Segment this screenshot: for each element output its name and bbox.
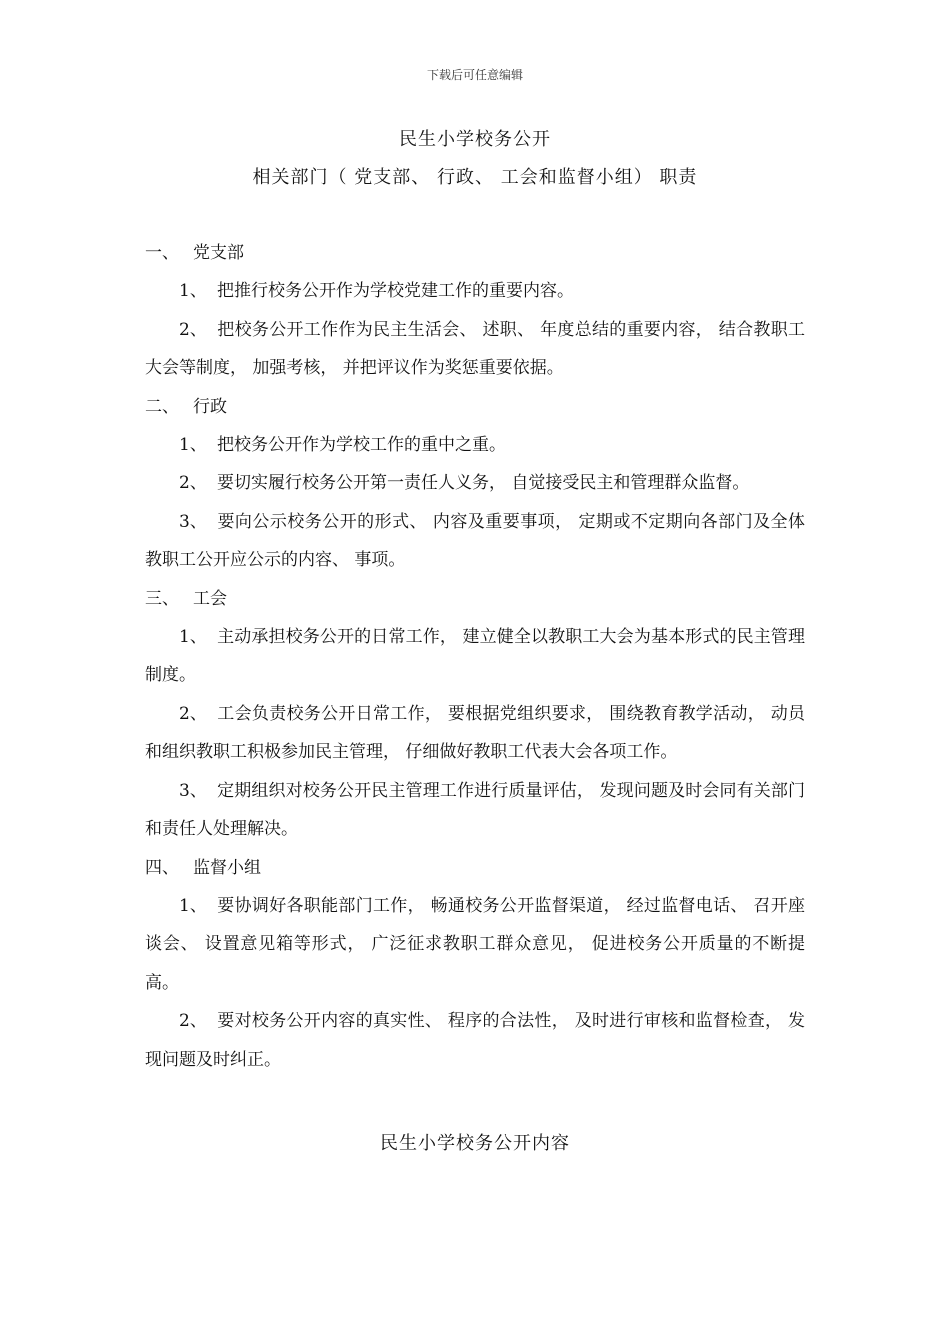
list-item <box>145 311 805 388</box>
item-number: 2、 <box>179 703 207 724</box>
section-title: 工会 <box>193 588 227 609</box>
item-number: 1、 <box>179 281 207 302</box>
section-heading <box>145 234 805 272</box>
list-item <box>145 426 805 464</box>
item-number: 3、 <box>179 511 207 532</box>
item-number: 2、 <box>179 473 207 494</box>
item-number: 1、 <box>179 435 207 456</box>
document-title: 民生小学校务公开 <box>399 129 551 150</box>
item-number: 2、 <box>179 1011 207 1032</box>
list-item <box>145 695 805 772</box>
item-text: 要切实履行校务公开第一责任人义务， 自觉接受民主和管理群众监督。 <box>217 473 750 494</box>
document-body <box>145 234 805 1079</box>
list-item <box>145 887 805 1002</box>
section-number: 二、 <box>145 396 179 417</box>
section-heading <box>145 580 805 618</box>
list-item <box>145 618 805 695</box>
list-item <box>145 503 805 580</box>
section-number: 一、 <box>145 243 179 263</box>
item-number: 1、 <box>179 627 207 648</box>
list-item <box>145 772 805 849</box>
item-number: 3、 <box>179 780 207 801</box>
item-text: 工会负责校务公开日常工作， 要根据党组织要求， 围绕教育教学活动， 动员和组织教职工积极参加民主管理， 仔细做好教职工代表大会各项工作。 <box>145 703 805 763</box>
item-text: 定期组织对校务公开民主管理工作进行质量评估， 发现问题及时会同有关部门和责任人处理解决。 <box>145 780 805 840</box>
item-number: 2、 <box>179 319 207 340</box>
item-text: 要对校务公开内容的真实性、 程序的合法性， 及时进行审核和监督检查， 发现问题及时纠正。 <box>145 1011 805 1070</box>
item-number: 1、 <box>179 895 207 916</box>
item-text: 把校务公开作为学校工作的重中之重。 <box>217 435 506 456</box>
header-note: 下载后可任意编辑 <box>426 68 523 82</box>
section-title: 党支部 <box>193 243 244 263</box>
item-text: 把校务公开工作作为民主生活会、 述职、 年度总结的重要内容， 结合教职工大会等制度， 加强考核， 并把评议作为奖惩重要依据。 <box>145 319 805 379</box>
section-number: 四、 <box>145 857 179 878</box>
list-item <box>145 1002 805 1079</box>
section-title: 监督小组 <box>193 857 261 878</box>
section-title: 行政 <box>193 396 227 417</box>
section-number: 三、 <box>145 588 179 609</box>
next-section-title: 民生小学校务公开内容 <box>380 1133 570 1154</box>
item-text: 要协调好各职能部门工作， 畅通校务公开监督渠道， 经过监督电话、 召开座谈会、 设置意见箱等形式， 广泛征求教职工群众意见， 促进校务公开质量的不断提高。 <box>145 895 805 993</box>
item-text: 主动承担校务公开的日常工作， 建立健全以教职工大会为基本形式的民主管理制度。 <box>145 627 805 686</box>
section-heading <box>145 849 805 887</box>
document-subtitle: 相关部门（ 党支部、 行政、 工会和监督小组） 职责 <box>252 167 698 188</box>
section-heading <box>145 388 805 426</box>
list-item <box>145 272 805 310</box>
list-item <box>145 464 805 502</box>
item-text: 把推行校务公开作为学校党建工作的重要内容。 <box>217 281 574 302</box>
item-text: 要向公示校务公开的形式、 内容及重要事项， 定期或不定期向各部门及全体教职工公开应公示的内容、 事项。 <box>145 511 805 571</box>
